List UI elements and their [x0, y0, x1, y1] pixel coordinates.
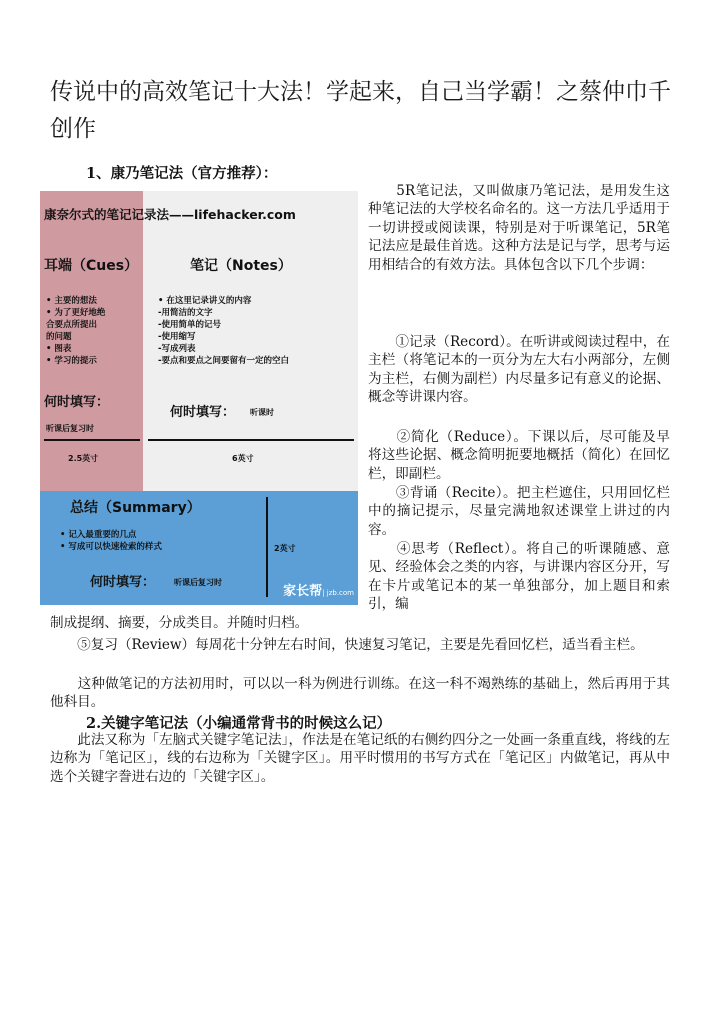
notes-item: • 在这里记录讲义的内容: [158, 296, 252, 306]
paragraph-reduce: ②简化（Reduce）。下课以后，尽可能及早将这些论据、概念简明扼要地概括（简化）在回忆栏，即副栏。: [368, 429, 670, 482]
logo-text: 家长帮: [283, 584, 323, 599]
document-title: 传说中的高效笔记十大法！学起来，自己当学霸！之蔡仲巾千创作: [50, 79, 671, 142]
notes-title: 笔记（Notes）: [190, 258, 292, 274]
summary-height-label: 2英寸: [274, 544, 296, 553]
section-2-heading: 2.关键字笔记法（小编通常背书的时候这么记）: [86, 715, 392, 732]
paragraph-intro: 5R笔记法，又叫做康乃笔记法，是用发生这种笔记法的大学校名命名的。这一方法几乎适用于一切讲授或阅读课，特别是对于听课笔记，5R笔记法应是最佳首选。这种方法是记与学，思考与运用相结合的有效方法。具体包含以下几个步调：: [368, 183, 670, 273]
jzb-logo: [283, 580, 354, 599]
paragraph-keyword-method: 此法又称为「左脑式关键字笔记法」，作法是在笔记纸的右侧约四分之一处画一条重直线，将线的左边称为「笔记区」，线的右边称为「关键字区」。用平时惯用的书写方式在「笔记区」内做笔记，再从中选个关键字誊进右边的「关键字区」。: [50, 732, 670, 785]
cues-item: • 图表: [46, 344, 72, 354]
height-arrow: [266, 497, 268, 597]
paragraph-reflect-continued: 制成提纲、摘要，分成类目。并随时归档。: [50, 615, 309, 631]
cues-item: • 主要的想法: [46, 296, 97, 306]
paragraph-recite: ③背诵（Recite）。把主栏遮住，只用回忆栏中的摘记提示，尽量完满地叙述课堂上讲过的内容。: [368, 485, 670, 538]
notes-items: [158, 295, 289, 367]
notes-item: -用简洁的文字: [158, 308, 213, 318]
notes-when-label: 何时填写：: [170, 405, 236, 420]
cues-when-label: 何时填写：: [44, 395, 110, 410]
cues-item: • 为了更好地绝: [46, 308, 106, 318]
summary-title: 总结（Summary）: [70, 500, 201, 516]
paragraph-record: ①记录（Record）。在听讲或阅读过程中，在主栏（将笔记本的一页分为左大右小两部分，左侧为主栏，右侧为副栏）内尽量多记有意义的论据、概念等讲课内容。: [368, 334, 670, 406]
notes-when-value: 听课时: [250, 408, 274, 417]
width-arrow-left: [44, 439, 140, 441]
cues-item: • 学习的提示: [46, 356, 97, 366]
notes-item: -使用缩写: [158, 332, 196, 342]
notes-item: -使用简单的记号: [158, 320, 222, 330]
cornell-notes-figure: [40, 191, 358, 605]
cues-item: 的问题: [46, 332, 72, 342]
cues-title: 耳端（Cues）: [44, 258, 139, 274]
paragraph-reflect: ④思考（Reflect）。将自己的听课随感、意见、经验体会之类的内容，与讲课内容区分开，写在卡片或笔记本的某一单独部分，加上题目和索引，编: [368, 541, 670, 613]
cues-items: [46, 295, 105, 367]
summary-when-label: 何时填写：: [90, 575, 156, 590]
cues-item: 合要点所提出: [46, 320, 98, 330]
width-right-label: 6英寸: [232, 454, 254, 463]
notes-item: -写成列表: [158, 344, 196, 354]
figure-header: 康奈尔式的笔记记录法——lifehacker.com: [44, 207, 296, 222]
paragraph-practice: 这种做笔记的方法初用时，可以以一科为例进行训练。在这一科不竭熟练的基础上，然后再用于其他科目。: [50, 676, 670, 711]
summary-item: • 记入最重要的几点: [60, 530, 137, 540]
section-1-heading: 1、康乃笔记法（官方推荐）：: [86, 165, 278, 182]
logo-domain: | jzb.com: [322, 589, 354, 597]
paragraph-review: ⑤复习（Review）每周花十分钟左右时间，快速复习笔记，主要是先看回忆栏，适当看主栏。: [50, 637, 644, 653]
summary-items: [60, 529, 162, 553]
notes-item: -要点和要点之间要留有一定的空白: [158, 356, 290, 366]
width-arrow-right: [148, 439, 354, 441]
cues-when-value: 听课后复习时: [46, 424, 94, 433]
width-left-label: 2.5英寸: [68, 454, 99, 463]
summary-when-value: 听课后复习时: [174, 578, 222, 587]
summary-item: • 写成可以快速检索的样式: [60, 542, 162, 552]
